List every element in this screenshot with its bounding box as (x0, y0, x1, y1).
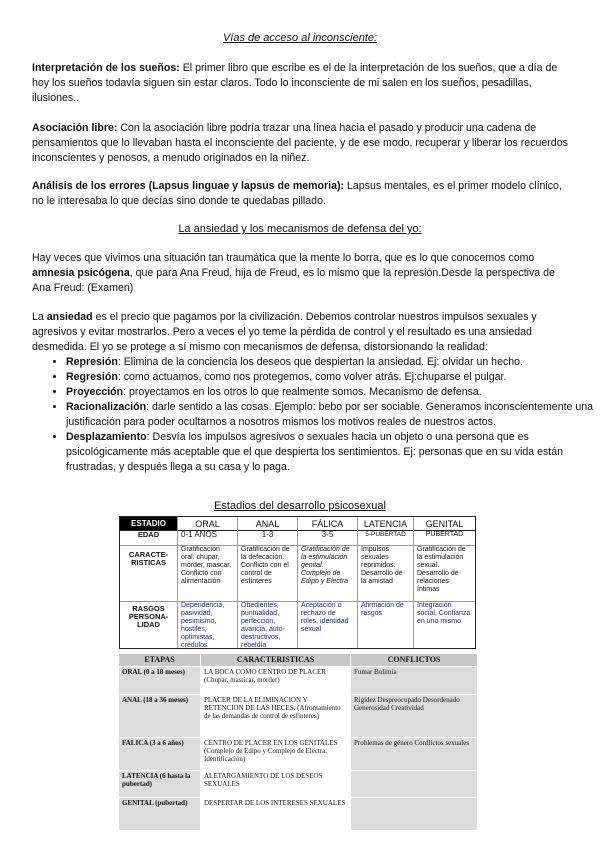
term-represion: Represión (66, 356, 118, 368)
desc-regresion: : como actuamos, como nos protegemos, como volver atrás. Ej:chuparse el pulgar. (117, 371, 507, 383)
table-cell: ORAL (178, 517, 238, 530)
table-cell: PLACER DE LA ELIMINACION Y RETENCION DE LAS HECES. (Afrontamiento de las demandas de control de esfínteres) (201, 695, 351, 737)
table-cell: Gratificación de la estimulación genital. Complejo de Edipo y Electra (298, 545, 358, 601)
table-cell (351, 771, 478, 797)
ansiedad-post: es el precio que pagamos por la civilización. Debemos controlar nuestros impulsos sexuales y agresivos y evitar mostrarlos. Pero a veces el yo teme la pérdida de control y el resultado es una ansiedad desmedida. El yo se protege a sí mismo con mecanismos de defensa, distorsionando la realidad: (32, 311, 537, 353)
table-cell: Rigidez Despreocupado Desordenado Generosidad Creatividad (351, 695, 478, 737)
asociacion-label: Asociación libre: (32, 122, 118, 134)
errores-text: Lapsus mentales, es el primer modelo clínico, no le interesaba lo que decías sino donde te quedabas pillado. (32, 180, 562, 207)
table-row (119, 695, 478, 737)
paragraph-suenos (32, 61, 572, 106)
suenos-label: Interpretación de los sueños: (32, 62, 180, 74)
table-row (119, 667, 478, 694)
table-cell: LATENCIA (6 hasta la pubertad) (119, 771, 201, 797)
desc-proyeccion: : proyectamos en los otros lo que realmente somos. Mecanismo de defensa. (123, 386, 482, 398)
list-item (66, 385, 596, 400)
table-cell: 3-5 (298, 530, 358, 545)
paragraph-errores (32, 179, 572, 209)
table-cell: Gratificación de la defecación. Conflicto con el control de esfínteres (238, 545, 298, 601)
term-racionalizacion: Racionalización (66, 401, 147, 413)
errores-label: Análisis de los errores (Lapsus linguae y lapsus de memoria): (32, 180, 345, 192)
asociacion-text: Con la asociación libre podría trazar una línea hacia el pasado y producir una cadena de pensamientos que lo llevaban hasta el inconsciente del paciente, y de ese modo, recuperar y liberar los recuerdos inconscientes y penosos, a menudo originados en la niñez. (32, 122, 568, 164)
table-cell: Aceptación o rechazo de roles, identidad sexual (298, 601, 358, 648)
paragraph-asociacion (32, 121, 572, 166)
table-row (120, 545, 475, 602)
table-cell: Gratificación de la estimulación sexual. Desarrollo de relaciones íntimas (417, 546, 466, 593)
table-cell: GENITAL (pubertad) (119, 798, 201, 830)
table-cell: EDAD (120, 530, 178, 545)
table-cell: LA BOCA COMO CENTRO DE PLACER (Chupar, masticar, morder) (201, 667, 351, 694)
desc-racionalizacion: : darle sentido a las cosas. Ejemplo: bebo por ser sociable. Generamos inconscientemente una justificación para poder ocultarnos a nosotros mismos los motivos reales de nuestros actos. (66, 401, 594, 428)
table-cell: 5-PUBERTAD (358, 530, 414, 545)
amnesia-bold: amnesia psicógena (32, 267, 130, 279)
suenos-text: El primer libro que escribe es el de la interpretación de los sueños, que a día de hoy los sueños todavía siguen sin estar claros. Todo lo inconsciente de mi salen en los sueños, pesadillas, ilusiones.. (32, 62, 558, 104)
table-cell: CENTRO DE PLACER EN LOS GENITALES (Complejo de Edipo y Complejo de Electra. Identificación) (201, 738, 351, 770)
page-title: Vías de acceso al inconsciente: (222, 32, 378, 44)
term-desplazamiento: Desplazamiento (66, 431, 147, 443)
stages-characteristics-table (119, 654, 478, 830)
defense-mechanisms-list (48, 355, 596, 475)
table-cell: ANAL (238, 517, 298, 530)
table-cell: Gratificación oral: chupar, morder, mascar. Conflicto con alimentación (178, 545, 238, 601)
table-cell: Dependencia, pasividad, pesimismo, hostiles, optimistas, crédulos (178, 601, 238, 648)
amnesia-pre: Hay veces que vivimos una situación tan traumática que la mente lo borra, que es lo que conocemos como (32, 252, 535, 264)
table-cell: 1-3 (238, 530, 298, 545)
table-cell: ESTADIO (120, 517, 178, 530)
table-row (120, 530, 475, 546)
table-cell: CONFLICTOS (351, 654, 478, 666)
psychosexual-stages-table (119, 516, 476, 649)
table-cell: CARACTERISTICAS (201, 654, 351, 666)
table-cell (351, 798, 478, 830)
ansiedad-bold: ansiedad (46, 311, 93, 323)
list-item (66, 355, 596, 370)
table-row (119, 798, 478, 830)
paragraph-amnesia (32, 251, 572, 296)
table-cell: PUBERTAD (425, 531, 464, 538)
table-row (119, 771, 478, 797)
table-cell: FÁLICA (298, 517, 358, 530)
table-cell: Fumar Bulimia (351, 667, 478, 694)
table-cell: Afirmación de rasgos (358, 601, 414, 648)
table-cell: FALICA (3 a 6 años) (119, 738, 201, 770)
table-cell: Impulsos sexuales reprimidos. Desarrollo de la amistad (358, 545, 414, 601)
list-item (66, 400, 596, 430)
table-cell: RASGOS PERSONA-LIDAD (120, 601, 178, 648)
term-proyeccion: Proyección (66, 386, 124, 398)
term-regresion: Regresión (66, 371, 118, 383)
table-header-row (119, 654, 478, 666)
table-row (120, 601, 475, 648)
ansiedad-pre: La (32, 311, 47, 323)
table-cell: GENITAL (425, 519, 464, 529)
desc-represion: : Elimina de la conciencia los deseos que despiertan la ansiedad. Ej: olvidar un hecho. (117, 356, 523, 368)
list-item (66, 430, 596, 475)
table-title: Estadios del desarrollo psicosexual (214, 500, 386, 512)
table-cell: ORAL (0 a 18 meses) (119, 667, 201, 694)
desc-desplazamiento: : Desvía los impulsos agresivos o sexuales hacia un objeto o una persona que es psicológicamente más aceptable que el que despierta los sentimientos. Ej: personas que en su vida están frustradas, y después llega a su casa y lo paga. (66, 431, 564, 473)
amnesia-post: , que para Ana Freud, hija de Freud, es lo mismo que la represión.Desde la perspectiva de Ana Freud: (Examen) (32, 267, 555, 294)
table-cell: Obedientes, puntualidad, perfección, avaricia, auto-destructivos, rebeldía (238, 601, 298, 648)
table-cell: LATENCIA (358, 517, 414, 530)
table-cell: DESPERTAR DE LOS INTERESES SEXUALES (201, 798, 351, 830)
table-cell: 0-1 AÑOS (178, 530, 238, 545)
table-cell: CARACTE-RISTICAS (120, 545, 178, 601)
table-cell: ALETARGAMIENTO DE LOS DESEOS SEXUALES (201, 771, 351, 797)
table-cell: ANAL (18 a 36 meses) (119, 695, 201, 737)
list-item (66, 370, 596, 385)
table-row (119, 738, 478, 770)
paragraph-ansiedad (32, 310, 572, 355)
table-cell: Integración social, Confianza en uno mismo (417, 602, 471, 625)
table-header-row (120, 517, 475, 531)
table-cell: Problemas de género Conflictos sexuales (351, 738, 478, 770)
table-cell: ETAPAS (119, 654, 201, 666)
section-subtitle: La ansiedad y los mecanismos de defensa del yo: (178, 223, 422, 235)
